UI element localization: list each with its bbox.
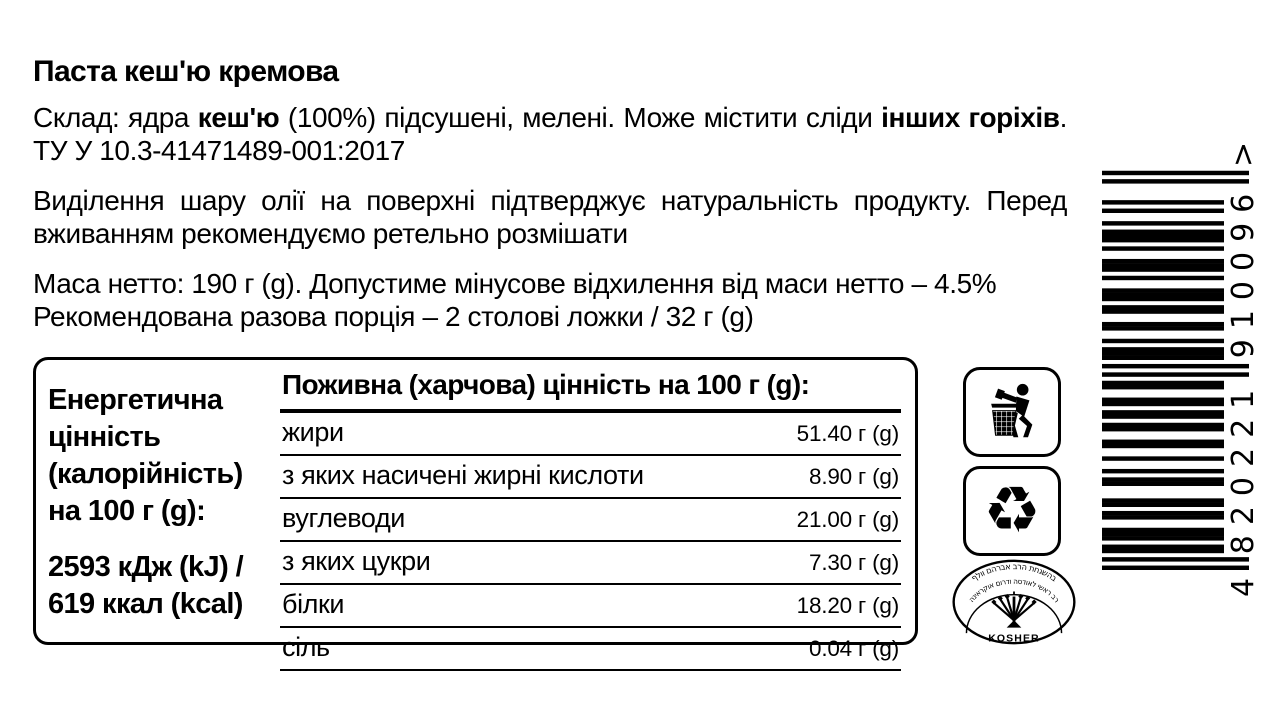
label-text-block: [33, 55, 1067, 350]
kosher-label: KOSHER: [988, 632, 1040, 645]
net-weight-line: Маса нетто: 190 г (g). Допустиме мінусове відхилення від маси нетто – 4.5%: [33, 268, 997, 299]
nutrient-value: 18.20 г (g): [796, 593, 899, 618]
nutrient-label: сіль: [282, 632, 330, 662]
kosher-stamp: [950, 556, 1078, 648]
composition-text: (100%) підсушені, мелені. Може містити сліди: [279, 102, 882, 133]
kosher-hebrew-line2: רב ראשי לאודסה ודרום אוקראינה: [966, 576, 1062, 605]
table-row: [280, 413, 901, 456]
composition-text: Склад: ядра: [33, 102, 198, 133]
nutrition-header: Поживна (харчова) цінність на 100 г (g):: [280, 362, 901, 413]
nutrition-values-column: [272, 360, 915, 662]
nutrient-label: з яких цукри: [282, 546, 431, 576]
serving-size-line: Рекомендована разова порція – 2 столові ложки / 32 г (g): [33, 301, 754, 332]
table-row: [280, 499, 901, 542]
table-row: [280, 628, 901, 671]
nutrient-value: 7.30 г (g): [809, 550, 899, 575]
ean13-barcode: [1102, 138, 1264, 600]
energy-title-line: (калорійність): [48, 458, 243, 490]
oil-separation-note: Виділення шару олії на поверхні підтверджує натуральність продукту. Перед вживанням рекомендуємо ретельно розмішати: [33, 185, 1067, 249]
composition-allergen-cashew: кеш'ю: [197, 102, 280, 133]
energy-value-cell: [36, 360, 272, 642]
composition-standard-number: . ТУ У 10.3-41471489-001:2017: [33, 102, 1067, 166]
energy-title-line: Енергетична: [48, 384, 223, 416]
nutrient-value: 0.04 г (g): [809, 636, 899, 661]
barcode-left-group: 820221: [1226, 379, 1261, 555]
barcode-first-digit: 4: [1226, 577, 1261, 597]
table-row: [280, 542, 901, 585]
nutrient-value: 51.40 г (g): [796, 421, 899, 446]
energy-title-line: на 100 г (g):: [48, 495, 206, 527]
composition-paragraph: [33, 101, 1067, 167]
eco-icons-column: [963, 367, 1063, 645]
nutrient-label: вуглеводи: [282, 503, 405, 533]
page-title: Паста кеш'ю кремова: [33, 55, 339, 88]
recycle-icon: [963, 466, 1061, 556]
nutrient-label: з яких насичені жирні кислоти: [282, 460, 644, 490]
nutrition-table: [33, 357, 918, 662]
nutrient-label: білки: [282, 589, 345, 619]
barcode-right-group: 910096: [1226, 183, 1261, 359]
energy-amount: [48, 549, 270, 623]
barcode-end-mark: >: [1226, 141, 1261, 167]
nutrient-label: жири: [282, 417, 344, 447]
tidyman-figure: [979, 381, 1045, 443]
energy-kcal-line: 619 ккал (kcal): [48, 588, 243, 620]
net-weight-block: [33, 267, 1067, 333]
energy-kj-line: 2593 кДж (kJ) /: [48, 551, 244, 583]
barcode-rotated-container: [1102, 138, 1264, 600]
energy-title-line: цінність: [48, 421, 161, 453]
tidyman-icon: [963, 367, 1061, 457]
nutrient-value: 8.90 г (g): [809, 464, 899, 489]
recycle-symbol: ♻: [983, 474, 1041, 548]
table-row: [280, 585, 901, 628]
barcode-digits: [1224, 138, 1264, 600]
kosher-hebrew-line1: בהשגחת הרב אברהם וולף: [969, 561, 1059, 584]
table-row: [280, 456, 901, 499]
nutrient-value: 21.00 г (g): [796, 507, 899, 532]
composition-allergen-other-nuts: інших горіхів: [881, 102, 1060, 133]
